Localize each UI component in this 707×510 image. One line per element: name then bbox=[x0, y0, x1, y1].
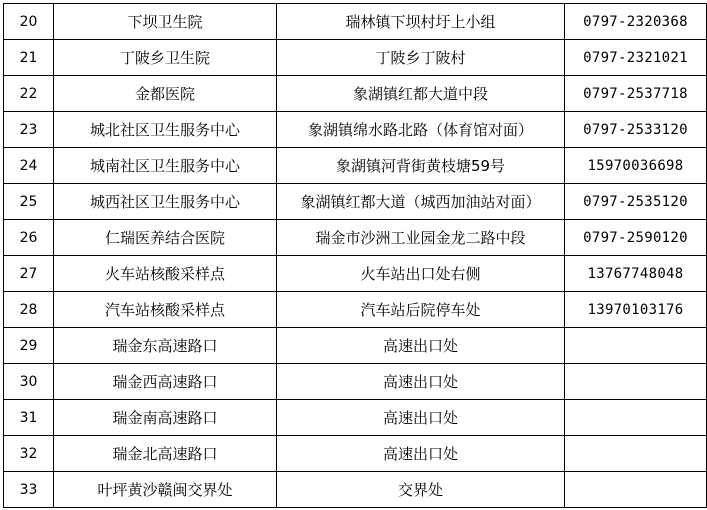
table-row bbox=[4, 4, 707, 40]
institution-name-cell[interactable]: 瑞金南高速路口 bbox=[54, 400, 277, 436]
table-row bbox=[4, 220, 707, 256]
institution-name-cell[interactable]: 仁瑞医养结合医院 bbox=[54, 220, 277, 256]
row-number-cell[interactable]: 29 bbox=[4, 328, 54, 364]
row-number-cell[interactable]: 31 bbox=[4, 400, 54, 436]
institution-name-cell[interactable]: 城北社区卫生服务中心 bbox=[54, 112, 277, 148]
address-cell[interactable]: 汽车站后院停车处 bbox=[277, 292, 565, 328]
table-row bbox=[4, 184, 707, 220]
address-cell[interactable]: 象湖镇河背街黄枝塘59号 bbox=[277, 148, 565, 184]
institution-name-cell[interactable]: 叶坪黄沙赣闽交界处 bbox=[54, 472, 277, 508]
phone-cell[interactable]: 0797-2535120 bbox=[565, 184, 707, 220]
address-cell[interactable]: 丁陂乡丁陂村 bbox=[277, 40, 565, 76]
table-row bbox=[4, 112, 707, 148]
phone-cell[interactable]: 0797-2537718 bbox=[565, 76, 707, 112]
row-number-cell[interactable]: 25 bbox=[4, 184, 54, 220]
testing-sites-table bbox=[3, 3, 707, 508]
phone-cell[interactable]: 0797-2590120 bbox=[565, 220, 707, 256]
address-cell[interactable]: 瑞林镇下坝村圩上小组 bbox=[277, 4, 565, 40]
table-row bbox=[4, 256, 707, 292]
phone-cell[interactable] bbox=[565, 436, 707, 472]
row-number-cell[interactable]: 26 bbox=[4, 220, 54, 256]
institution-name-cell[interactable]: 汽车站核酸采样点 bbox=[54, 292, 277, 328]
phone-cell[interactable]: 0797-2320368 bbox=[565, 4, 707, 40]
row-number-cell[interactable]: 32 bbox=[4, 436, 54, 472]
phone-cell[interactable]: 13970103176 bbox=[565, 292, 707, 328]
address-cell[interactable]: 交界处 bbox=[277, 472, 565, 508]
table-row bbox=[4, 76, 707, 112]
table-row bbox=[4, 292, 707, 328]
address-cell[interactable]: 高速出口处 bbox=[277, 328, 565, 364]
phone-cell[interactable]: 0797-2321021 bbox=[565, 40, 707, 76]
table-row bbox=[4, 472, 707, 508]
phone-cell[interactable] bbox=[565, 328, 707, 364]
table-row bbox=[4, 400, 707, 436]
row-number-cell[interactable]: 20 bbox=[4, 4, 54, 40]
row-number-cell[interactable]: 27 bbox=[4, 256, 54, 292]
row-number-cell[interactable]: 30 bbox=[4, 364, 54, 400]
institution-name-cell[interactable]: 城南社区卫生服务中心 bbox=[54, 148, 277, 184]
institution-name-cell[interactable]: 丁陂乡卫生院 bbox=[54, 40, 277, 76]
table-row bbox=[4, 40, 707, 76]
table-row bbox=[4, 364, 707, 400]
phone-cell[interactable]: 13767748048 bbox=[565, 256, 707, 292]
institution-name-cell[interactable]: 瑞金北高速路口 bbox=[54, 436, 277, 472]
row-number-cell[interactable]: 28 bbox=[4, 292, 54, 328]
phone-cell[interactable] bbox=[565, 400, 707, 436]
phone-cell[interactable]: 15970036698 bbox=[565, 148, 707, 184]
table-row bbox=[4, 328, 707, 364]
institution-name-cell[interactable]: 城西社区卫生服务中心 bbox=[54, 184, 277, 220]
address-cell[interactable]: 高速出口处 bbox=[277, 364, 565, 400]
phone-cell[interactable] bbox=[565, 364, 707, 400]
address-cell[interactable]: 象湖镇绵水路北路（体育馆对面） bbox=[277, 112, 565, 148]
institution-name-cell[interactable]: 火车站核酸采样点 bbox=[54, 256, 277, 292]
address-cell[interactable]: 高速出口处 bbox=[277, 400, 565, 436]
address-cell[interactable]: 象湖镇红都大道中段 bbox=[277, 76, 565, 112]
address-cell[interactable]: 象湖镇红都大道（城西加油站对面） bbox=[277, 184, 565, 220]
address-cell[interactable]: 瑞金市沙洲工业园金龙二路中段 bbox=[277, 220, 565, 256]
institution-name-cell[interactable]: 瑞金西高速路口 bbox=[54, 364, 277, 400]
table-row bbox=[4, 436, 707, 472]
phone-cell[interactable] bbox=[565, 472, 707, 508]
address-cell[interactable]: 高速出口处 bbox=[277, 436, 565, 472]
row-number-cell[interactable]: 21 bbox=[4, 40, 54, 76]
table-body bbox=[4, 4, 707, 508]
table-row bbox=[4, 148, 707, 184]
row-number-cell[interactable]: 22 bbox=[4, 76, 54, 112]
address-cell[interactable]: 火车站出口处右侧 bbox=[277, 256, 565, 292]
row-number-cell[interactable]: 33 bbox=[4, 472, 54, 508]
row-number-cell[interactable]: 24 bbox=[4, 148, 54, 184]
phone-cell[interactable]: 0797-2533120 bbox=[565, 112, 707, 148]
institution-name-cell[interactable]: 下坝卫生院 bbox=[54, 4, 277, 40]
row-number-cell[interactable]: 23 bbox=[4, 112, 54, 148]
institution-name-cell[interactable]: 瑞金东高速路口 bbox=[54, 328, 277, 364]
institution-name-cell[interactable]: 金都医院 bbox=[54, 76, 277, 112]
